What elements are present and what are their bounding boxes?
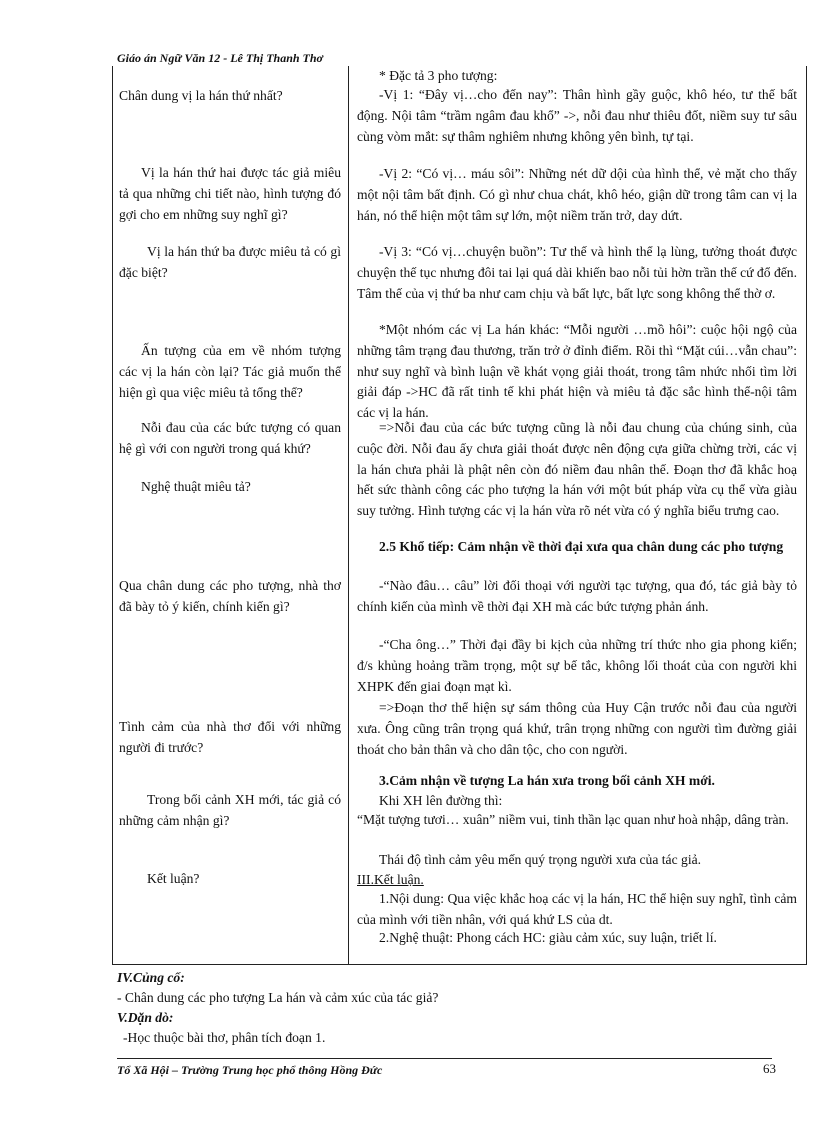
question-6: Nghệ thuật miêu tả? (141, 479, 251, 494)
consolidate-text: - Chân dung các pho tượng La hán và cảm xúc của tác giả? (117, 990, 439, 1005)
page-header: Giáo án Ngữ Văn 12 - Lê Thị Thanh Thơ (117, 51, 323, 65)
question-7: Qua chân dung các pho tượng, nhà thơ đã bày tỏ ý kiến, chính kiến gì? (119, 578, 341, 614)
question-10: Kết luận? (147, 871, 200, 886)
answer-statue-3: -Vị 3: “Có vị…chuyện buồn”: Tư thế và hình thể lạ lùng, tưởng thoát được chuyện thế tục nhưng đôi tai lại quá dài khiến bao nỗi tủi hờn trần thế cứ đổ đến. Tâm thế của vị thứ ba như cam chịu và bất lực, bất lực song không thể thờ ơ. (357, 244, 797, 301)
page-number: 63 (763, 1061, 776, 1076)
answer-conclusion-pain: =>Nỗi đau của các bức tượng cũng là nỗi đau chung của chúng sinh, của cuộc đời. Nỗi đau ấy chưa giải thoát được nên động cựa giữa chừng trời, các vị la hán chưa phải là phật nên còn đó niềm đau nhân thế. Đoạn thơ đã khắc hoạ hết sức thành công các pho tượng la hán với một bút pháp vừa cụ thể vừa giàu suy tưởng. Hình tượng các vị la hán vừa rõ nét vừa có ý nghĩa biểu trưng cao. (357, 420, 797, 519)
homework-heading: V.Dặn dò: (117, 1010, 174, 1025)
section-3-conclusion-heading: III.Kết luận. (357, 872, 424, 887)
answer-sympathy: =>Đoạn thơ thể hiện sự sám thông của Huy Cận trước nỗi đau của người xưa. Ông cũng trân trọng quá khứ, trân trọng những con người tìm đường giải thoát cho bản thân và cho dân tộc, cho con người. (357, 700, 797, 757)
question-2: Vị la hán thứ hai được tác giả miêu tả qua những chi tiết nào, hình tượng đó gợi cho em những suy nghĩ gì? (119, 165, 341, 222)
page-footer: Tổ Xã Hội – Trường Trung học phổ thông Hồng Đức (117, 1063, 383, 1077)
answer-new-society: Khi XH lên đường thì: (379, 793, 503, 808)
answer-statue-2: -Vị 2: “Có vị… máu sôi”: Những nét dữ dội của hình thể, vẻ mặt cho thấy một nội tâm bất định. Có gì như chua chát, khô héo, giận dữ trong tâm can vị la hán, nó thể hiện một tâm sự lớn, một niềm trăn trở, day dứt. (357, 166, 797, 223)
question-5: Nỗi đau của các bức tượng có quan hệ gì với con người trong quá khứ? (119, 420, 341, 456)
section-2-5-heading: 2.5 Khổ tiếp: Cảm nhận về thời đại xưa qua chân dung các pho tượng (379, 539, 784, 554)
footer-divider (117, 1058, 772, 1059)
answer-ancestors: -“Cha ông…” Thời đại đầy bi kịch của những trí thức nho gia phong kiến; đ/s khủng hoảng trầm trọng, một sự bế tắc, không lối thoát của con người khi XHPK đến giai đoạn mạt kì. (357, 637, 797, 694)
homework-text: -Học thuộc bài thơ, phân tích đoạn 1. (123, 1030, 326, 1045)
question-9: Trong bối cảnh XH mới, tác giả có những cảm nhận gì? (119, 792, 341, 828)
answer-attitude: Thái độ tình cảm yêu mến quý trọng người xưa của tác giả. (379, 852, 702, 867)
answer-art: 2.Nghệ thuật: Phong cách HC: giàu cảm xúc, suy luận, triết lí. (379, 930, 717, 945)
consolidate-heading: IV.Củng cố: (117, 970, 185, 985)
question-3: Vị la hán thứ ba được miêu tả có gì đặc biệt? (119, 244, 341, 280)
answer-intro: * Đặc tả 3 pho tượng: (379, 68, 498, 83)
question-1: Chân dung vị la hán thứ nhất? (119, 88, 283, 103)
question-4: Ấn tượng của em về nhóm tượng các vị la hán còn lại? Tác giả muốn thể hiện gì qua việc miêu tả tổng thể? (119, 343, 341, 400)
lesson-table (112, 66, 807, 965)
answer-statue-1: -Vị 1: “Đây vị…cho đến nay”: Thân hình gầy guộc, khô héo, tư thế bất động. Nội tâm “trầm ngâm đau khổ” ->, nỗi đau như thiêu đốt, niềm suy tư sâu cùng vòm mắt: sự thâm nghiêm nhưng không yên bình, tự tại. (357, 87, 797, 144)
answer-dialogue: -“Nào đâu… câu” lời đối thoại với người tạc tượng, qua đó, tác giả bày tỏ chính kiến của mình về thời đại XH mà các bức tượng phản ánh. (357, 578, 797, 614)
question-8: Tình cảm của nhà thơ đối với những người đi trước? (119, 719, 341, 755)
section-3-heading: 3.Cảm nhận về tượng La hán xưa trong bối cảnh XH mới. (379, 773, 715, 788)
answer-joy: “Mặt tượng tươi… xuân” niềm vui, tinh thần lạc quan như hoà nhập, dâng tràn. (357, 812, 789, 827)
column-divider (348, 66, 349, 964)
answer-group: *Một nhóm các vị La hán khác: “Mỗi người …mồ hôi”: cuộc hội ngộ của những tâm trạng đau thương, trăn trở ở đỉnh điểm. Rồi thì “Mặt cúi…vẫn chau”: như suy nghĩ và bình luận về khát vọng giải thoát, trong tâm nhức nhối tìm lời giải đáp ->HC đã rất tinh tế khi phát hiện và miêu tả đặc sắc hình thể-nội tâm các vị la hán. (357, 322, 797, 421)
answer-content: 1.Nội dung: Qua việc khắc hoạ các vị la hán, HC thể hiện suy nghĩ, tình cảm của mình với tiền nhân, với quá khứ LS của dt. (357, 891, 797, 927)
